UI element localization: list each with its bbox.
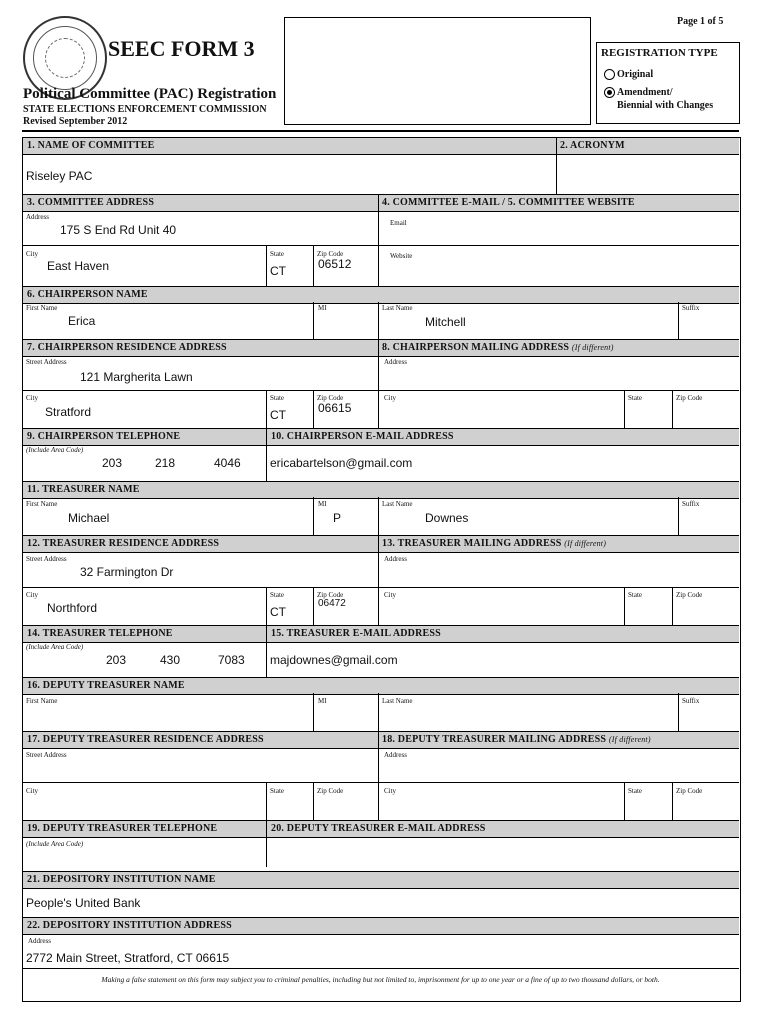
zip-label: Zip Code [317, 250, 344, 258]
committee-address-header: 3. COMMITTEE ADDRESS [27, 197, 155, 208]
last-name-label: Last Name [382, 697, 413, 705]
acronym-header: 2. ACRONYM [560, 140, 625, 151]
last-name-label: Last Name [382, 304, 413, 312]
mailing-city-label: City [384, 591, 397, 599]
treasurer-street-field[interactable]: 32 Farmington Dr [80, 565, 174, 579]
website-label: Website [390, 252, 413, 260]
chair-street-field[interactable]: 121 Margherita Lawn [80, 370, 193, 384]
treasurer-zip-field[interactable]: 06472 [318, 598, 346, 609]
treasurer-last-name-field[interactable]: Downes [425, 511, 469, 525]
street-address-label: Street Address [26, 358, 67, 366]
suffix-label: Suffix [682, 500, 700, 508]
mailing-state-label: State [628, 787, 642, 795]
first-name-label: First Name [26, 500, 58, 508]
treasurer-state-field[interactable]: CT [270, 605, 286, 619]
mi-label: MI [318, 304, 327, 312]
city-label: City [26, 394, 39, 402]
area-code-note: (Include Area Code) [26, 840, 84, 848]
radio-amendment-sublabel: Biennial with Changes [617, 100, 714, 111]
radio-amendment[interactable] [604, 87, 615, 98]
chair-email-field[interactable]: ericabartelson@gmail.com [270, 456, 413, 470]
zip-label: Zip Code [317, 394, 344, 402]
city-label: City [26, 787, 39, 795]
radio-amendment-label: Amendment/ [617, 87, 673, 98]
chair-phone-prefix-field[interactable]: 218 [155, 456, 176, 470]
city-label: City [26, 591, 39, 599]
revised-date: Revised September 2012 [23, 116, 128, 127]
depository-address-header: 22. DEPOSITORY INSTITUTION ADDRESS [27, 920, 232, 931]
treasurer-mailing-header: 13. TREASURER MAILING ADDRESS [382, 538, 562, 549]
registration-type-title: REGISTRATION TYPE [601, 47, 718, 59]
agency-name: STATE ELECTIONS ENFORCEMENT COMMISSION [23, 104, 267, 115]
chair-zip-field[interactable]: 06615 [318, 401, 352, 415]
first-name-label: First Name [26, 304, 58, 312]
treasurer-phone-header: 14. TREASURER TELEPHONE [27, 628, 173, 639]
treasurer-mi-field[interactable]: P [333, 511, 342, 525]
committee-email-website-header: 4. COMMITTEE E-MAIL / 5. COMMITTEE WEBSITE [382, 197, 635, 208]
city-label: City [26, 250, 39, 258]
treasurer-phone-prefix-field[interactable]: 430 [160, 653, 181, 667]
chair-email-header: 10. CHAIRPERSON E-MAIL ADDRESS [271, 431, 454, 442]
mailing-zip-label: Zip Code [676, 394, 703, 402]
address-label: Address [26, 213, 49, 221]
area-code-note: (Include Area Code) [26, 643, 84, 651]
mailing-address-label: Address [384, 358, 407, 366]
form-subtitle: Political Committee (PAC) Registration [23, 86, 277, 102]
treasurer-phone-line-field[interactable]: 7083 [218, 653, 245, 667]
mailing-state-label: State [628, 394, 642, 402]
street-address-label: Street Address [26, 751, 67, 759]
state-label: State [270, 394, 284, 402]
treasurer-email-header: 15. TREASURER E-MAIL ADDRESS [271, 628, 441, 639]
state-label: State [270, 591, 284, 599]
mailing-address-label: Address [384, 555, 407, 563]
depository-name-field[interactable]: People's United Bank [26, 896, 141, 910]
state-label: State [270, 250, 284, 258]
committee-zip-field[interactable]: 06512 [318, 257, 352, 271]
if-different-note: (If different) [571, 343, 614, 352]
acronym-field[interactable] [560, 160, 736, 190]
deputy-name-header: 16. DEPUTY TREASURER NAME [27, 680, 185, 691]
state-label: State [270, 787, 284, 795]
deputy-email-header: 20. DEPUTY TREASURER E-MAIL ADDRESS [271, 823, 486, 834]
chair-mailing-header: 8. CHAIRPERSON MAILING ADDRESS [382, 342, 570, 353]
committee-state-field[interactable]: CT [270, 264, 286, 278]
chair-state-field[interactable]: CT [270, 408, 286, 422]
chair-name-header: 6. CHAIRPERSON NAME [27, 289, 148, 300]
committee-city-field[interactable]: East Haven [47, 259, 110, 273]
address-label: Address [28, 937, 51, 945]
suffix-label: Suffix [682, 697, 700, 705]
chair-phone-header: 9. CHAIRPERSON TELEPHONE [27, 431, 181, 442]
form-title: SEEC FORM 3 [108, 36, 255, 61]
treasurer-phone-area-field[interactable]: 203 [106, 653, 127, 667]
radio-original[interactable] [604, 69, 615, 80]
page-number: Page 1 of 5 [677, 16, 724, 27]
committee-address-field[interactable]: 175 S End Rd Unit 40 [60, 223, 177, 237]
first-name-label: First Name [26, 697, 58, 705]
last-name-label: Last Name [382, 500, 413, 508]
zip-label: Zip Code [317, 787, 344, 795]
committee-name-field[interactable]: Riseley PAC [26, 169, 93, 183]
mailing-state-label: State [628, 591, 642, 599]
office-use-stamp-box [284, 17, 591, 125]
zip-label: Zip Code [317, 591, 344, 599]
mailing-zip-label: Zip Code [676, 591, 703, 599]
mailing-city-label: City [384, 787, 397, 795]
treasurer-residence-header: 12. TREASURER RESIDENCE ADDRESS [27, 538, 220, 549]
treasurer-email-field[interactable]: majdownes@gmail.com [270, 653, 398, 667]
chair-city-field[interactable]: Stratford [45, 405, 92, 419]
chair-phone-area-field[interactable]: 203 [102, 456, 123, 470]
street-address-label: Street Address [26, 555, 67, 563]
mi-label: MI [318, 500, 327, 508]
chair-residence-header: 7. CHAIRPERSON RESIDENCE ADDRESS [27, 342, 227, 353]
if-different-note: (If different) [564, 539, 607, 548]
penalty-notice: Making a false statement on this form may subject you to criminal penalties, including but not limited to, imprisonment for up to one year or a fine of up to two thousand dollars, or both. [101, 975, 660, 984]
mailing-zip-label: Zip Code [676, 787, 703, 795]
radio-original-label: Original [617, 69, 654, 80]
committee-name-header: 1. NAME OF COMMITTEE [27, 140, 155, 151]
suffix-label: Suffix [682, 304, 700, 312]
chair-first-name-field[interactable]: Erica [68, 314, 96, 328]
header-divider [22, 130, 739, 132]
mailing-address-label: Address [384, 751, 407, 759]
chair-phone-line-field[interactable]: 4046 [214, 456, 241, 470]
chair-last-name-field[interactable]: Mitchell [425, 315, 466, 329]
depository-address-field[interactable]: 2772 Main Street, Stratford, CT 06615 [26, 951, 230, 965]
treasurer-first-name-field[interactable]: Michael [68, 511, 110, 525]
deputy-phone-header: 19. DEPUTY TREASURER TELEPHONE [27, 823, 218, 834]
treasurer-name-header: 11. TREASURER NAME [27, 484, 140, 495]
mi-label: MI [318, 697, 327, 705]
depository-name-header: 21. DEPOSITORY INSTITUTION NAME [27, 874, 216, 885]
mailing-city-label: City [384, 394, 397, 402]
deputy-mailing-header: 18. DEPUTY TREASURER MAILING ADDRESS [382, 734, 607, 745]
email-label: Email [390, 219, 407, 227]
if-different-note: (If different) [608, 735, 651, 744]
treasurer-city-field[interactable]: Northford [47, 601, 98, 615]
deputy-residence-header: 17. DEPUTY TREASURER RESIDENCE ADDRESS [27, 734, 264, 745]
area-code-note: (Include Area Code) [26, 446, 84, 454]
